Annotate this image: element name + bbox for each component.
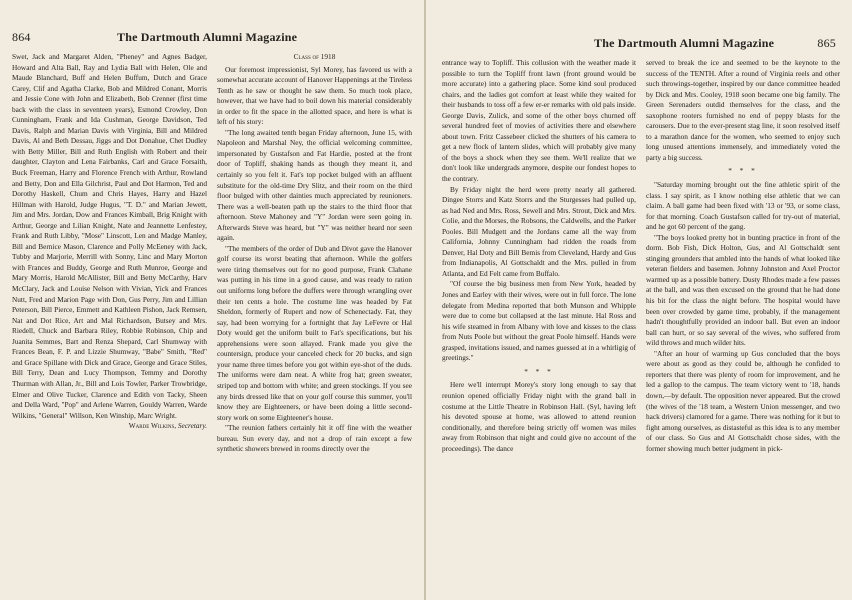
section-separator: * * *	[524, 366, 554, 376]
right-running-title: The Dartmouth Alumni Magazine	[594, 36, 775, 50]
signature-name: Warde Wilkins,	[128, 421, 177, 431]
article-paragraph: entrance way to Topliff. This collusion with the weather made it possible to turn the Topliff front lawn (front ground would be more accurate) into a gathering place. Some kind soul produced chairs, and the ladies got comfort at least while they waited for their husbands to toss off a few er-er remarks with old pals inside. George Davis, Zulick, and some of the other boys churned off several hundred feet of movies of activities there and elsewhere about town. Fritz Cassebeer clicked the shutters of his camera to get a new flock of lantern slides, which will probably give many of the boys a shock when they see them. We'll realize that we don't look like undergrads anymore, despite our fondest hopes to the contrary.	[442, 58, 636, 184]
article-paragraph: "The boys looked pretty hot in bunting practice in front of the dorm. Bob Fish, Dick Holton, Gus, and Al Gottschaldt sent stinging grounders that ambled into the hands of what looked like veteran fielders and basemen. Johnny Johnston and Axel Proctor warmed up as a possible battery. Dusty Rhodes made a few passes at the ball, and was then excused on the ground that he had done his bit for the class the night before. The hospital would have been over crowded by game time, probably, if the management hadn't thoughtfully provided an indoor ball. But even an indoor ball can hurt, or so say several of the wives, who suffered from wild throws and much wilder hits.	[646, 232, 840, 348]
article-paragraph: Here we'll interrupt Morey's story long enough to say that reunion opened officially Friday night with the grand ball in costume at the Little Theatre in Robinson Hall. (Syl, having left his devoted spouse at home, was allowed to attend reunion conditionally, and therefore being strictly off women was miles away from Robinson that night and could give no account of the proceedings). The dance	[442, 380, 636, 453]
left-running-head	[12, 30, 412, 46]
right-column-1	[442, 58, 636, 454]
right-page-number: 865	[817, 36, 836, 50]
left-column-2	[217, 52, 412, 455]
article-paragraph: served to break the ice and seemed to be the keynote to the success of the TENTH. After a round of Virginia reels and other such throwings-together, inspired by our dance committee headed by Dick and Mrs. Cooley, 1918 soon became one big family. The Green Serenaders outdid themselves for the class, and the saxophone rooters furnished no end of peppy blasts for the carousers. Due to the ever-present stag line, it soon resolved itself to a marathon dance for the women, who seemed to enjoy such long unused attentions immensely, and immediately voted the party a big success.	[646, 58, 840, 162]
left-column-1	[12, 52, 207, 455]
class-heading: Class of 1918	[293, 52, 336, 61]
section-separator: * * *	[728, 166, 758, 176]
article-paragraph: Our foremost impressionist, Syl Morey, has favored us with a somewhat accurate account of Hanover Happenings at the Tireless Tenth as he saw or thought he saw them. So much took place, however, that we have had to boil down his material considerably in order to fit the space in the allotted space, and here is what is left of his story:	[217, 64, 412, 127]
right-columns	[442, 58, 840, 454]
left-page-number: 864	[12, 30, 31, 44]
right-page	[426, 0, 852, 600]
signature-role: Secretary.	[177, 421, 207, 431]
article-paragraph: "After an hour of warming up Gus concluded that the boys were about as good as they could be, although he confided to reporters that there was plenty of room for improvement, and he led a gallop to the campus. The team victory went to '18, hands down,—by default. The opposition never appeared. But the crowd (the wives of the '18 team, a Western Union messenger, and two hack drivers) clamored for a game. There was nothing for it but to fight among ourselves, as distasteful as this idea is to any member of our class. So Gus and Al Gottschaldt chose sides, with the former showing much better judgment in pick-	[646, 348, 840, 453]
article-paragraph: "Saturday morning brought out the fine athletic spirit of the class. I say spirit, as I know nothing else athletic that we can claim. A ball game had been fixed with '13 or '93, or some class, for that morning. Coach Gustafson called for try-out of material, and he got 60 percent of the gang.	[646, 180, 840, 232]
article-paragraph: By Friday night the herd were pretty nearly all gathered. Dingee Storrs and Katz Storrs and the Sturgesses had pulled up, as had Ned and Mrs. Ross, Sewell and Mrs. Strout, Dick and Mrs. Colie, and the Morses, the Robsons, the Caldwells, and the Parker Pooles. Bill Mudgett and the Jordans came all the way from California, Johnny Cunningham had ridden the roads from Denver, Hal Doty and Bill Bemis from Cleveland, Hardy and Gus from Indianapolis, Al Gottschaldt and the Mrs. pulled in from Atlanta, and Ed Felt came from Buffalo.	[442, 184, 636, 278]
right-column-2	[646, 58, 840, 454]
left-page	[0, 0, 424, 600]
right-running-head	[442, 36, 840, 52]
left-running-title: The Dartmouth Alumni Magazine	[117, 30, 298, 44]
secretary-signature	[12, 421, 207, 432]
article-paragraph: "The long awaited tenth began Friday afternoon, June 15, with Napoleon and Marshal Ney, the official welcoming committee, impersonated by Gustafson and Fat Hardie, posted at the front door of Topliff, shaking hands as though they meant it, and certainly so you felt it. Fat's top pocket bulged with an affluent substitute for the old-time Dry Slitz, and their room on the third floor bulged with other dainties much appreciated by reunioners. There was a well-beaten path up the stairs to the third floor that afternoon. Steve Mahoney and "Y" Jordan were seen going in. Afterwards Steve was heard, but "Y" was neither heard nor seen again.	[217, 127, 412, 243]
article-paragraph: "The members of the order of Dub and Divot gave the Hanover golf course its worst beating that afternoon. While the golfers were tiring themselves out for no good purpose, Frank Clahane was putting in his time in a good cause, and was ready to ration out uniforms long before the duffers were through wrangling over their ten cents a hole. The costume line was headed by Fat Sheldon, formerly of Rupert and now of Schenectady. Fat, they say, had been worrying for a fortnight that Jay LeFevre or Hal Doty would get the uniform built to Fat's specifications, but his apprehensions were soon allayed. Frank made you give the countersign, produce your canceled check for 20 bucks, and sign your name three times before you got within eye-shot of the duds. The uniforms were darn neat. A white frog hat; green sweater, striped top and bottom with white; and green stockings. If you see any birds dressed like that on your golf course this summer, you'll know they are Eighteeners, or have been doing a little second-story work on some Eighteener's house.	[217, 243, 412, 422]
article-paragraph: "Of course the big business men from New York, headed by Jones and Earley with their wives, were out in full force. The lone delegate from Medina reported that both Munson and Whipple were due to come but collapsed at the last minute. Hal Ross and his wife steamed in from Albany with love and kisses to the class from Nuts Poole but without the great Poole himself. Hands were grasped, invitations issued, and names guessed at in a whirligig of greetings."	[442, 279, 636, 363]
left-columns	[12, 52, 412, 455]
article-paragraph: "The reunion fathers certainly hit it off fine with the weather bureau. Sun every day, and not a drop of rain except a few synthetic showers brewed in rooms directly over the	[217, 423, 412, 454]
attendee-list-paragraph: Swet, Jack and Margaret Alden, "Pheney" and Agnes Badger, Howard and Alta Ball, Ray and Lydia Ball with Helen, Ole and Maude Blanchard, Buff and Helen Buffum, Dutch and Grace Carey, Clif and Agatha Clarke, Bob and Mildred Conant, Morris and Jessie Cone with John and Elizabeth, Bob Crenner (first time back with the class in seventeen years), Esmond Crowley, Don Cunningham, Frank and Ida Cushman, George Davidson, Ted Davis, Ralph and Marian Davis with Virginia, Bill and Mildred Davis, Al and Beth Dessau, Jiggs and Dot Donahue, Chet Dudley with Betty Miller, Bill and Ruth English with Robert and their daughter, Clayton and Lena Fairbanks, Carl and Grace Forsaith, Buck Freeman, Harry and Florence French with Arthur, Rowland and Betty, Don and Ella Gilchrist, Paul and Dot Harmon, Ted and Dorothy Haskell, Chum and Chris Hayes, Harry and Hazel Hillman with Harold, Judge Hugus, "T. D." and Marian Jewett, Jim and Mrs. Jordan, Dow and Frances Kimball, Brig Knight with Arthur, George and Lilian Knight, Nate and Jeannette Lenfestey, Frank and Ruth Libby, "Mose" Linscott, Len and Madge Manley, Bill and Bernice Mason, Clarence and Polly McEeney with Jack, Tubby and Marjorie, Merrill with Sonny, Linc and Mary Morton with Frances and Buddy, George and Ruth Munroe, George and Mary Morris, Harold McAllister, Bill and Betty McCarthy, Harv McClary, Jack and Louise Nelson with Vivian, Yick and Frances Nutt, Fred and Marion Page with Don, Gus Perry, Jim and Lillian Peterson, Bill Pierce, Emmett and Kathleen Pishon, Jack Remsen, Nat and Dot Rice, Art and Mal Richardson, Butsey and Mrs. Riedell, Chuck and Barbara Riley, Robbie Robinson, Chip and Juanita Semmes, Bart and Renza Shepard, Carl Shumway with Frances Bean, F. P. and Lizzie Shumway, "Babe" Smith, "Red" and Grace Spillane with Dick and Grace, George and Grace Stiles, Bill Terry, Dean and Lucy Thompson, Temmy and Dorothy Thurman with Allan, Jr., Bill and Lois Towler, Parker Trowbridge, Elmer and Olive Tucker, Clarence and Edith von Tacky, Sheen and Della Ward, "Pop" and Arlene Warren, Gouldy Warren, Warde Wilkins, "General" Willson, Ken Winship, Marc Wright.	[12, 52, 207, 420]
